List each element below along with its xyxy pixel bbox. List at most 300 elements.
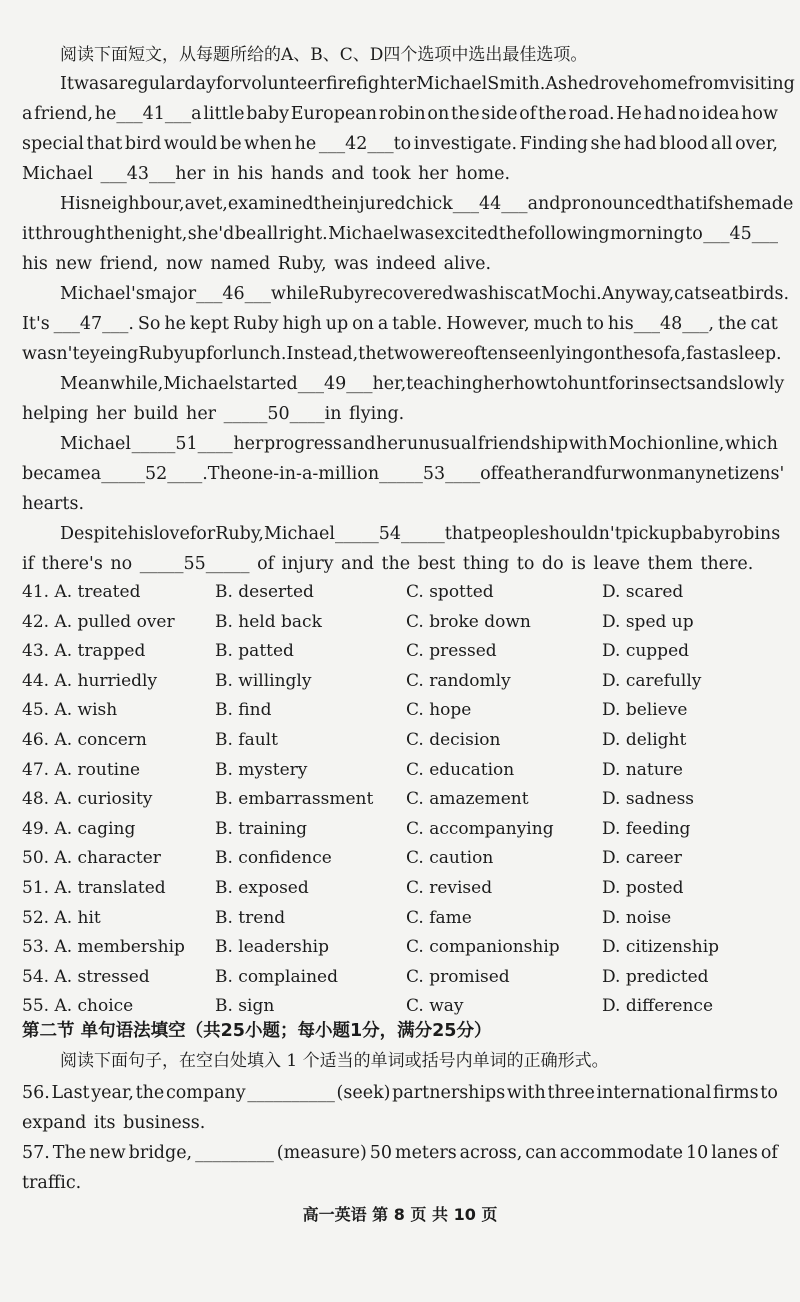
- passage-line: Michael ___43___her in his hands and took her home.: [22, 164, 511, 184]
- word: that: [86, 134, 123, 154]
- word: were: [419, 344, 464, 364]
- word: was: [453, 284, 488, 304]
- word: won: [620, 464, 658, 484]
- passage-line: [60, 433, 778, 455]
- word: be: [234, 224, 257, 244]
- word: Ruby,: [215, 524, 264, 544]
- word: Finding: [519, 134, 588, 154]
- word: all: [256, 224, 279, 244]
- word: fur: [594, 464, 621, 484]
- word: international: [596, 1083, 712, 1103]
- option-row: [22, 876, 778, 900]
- word: his___48___,: [607, 314, 715, 334]
- word: across,: [459, 1143, 523, 1163]
- passage-line: helping her build her _____50____in flying.: [22, 404, 405, 424]
- word: would: [163, 134, 218, 154]
- word: However,: [446, 314, 530, 334]
- word: was: [399, 224, 434, 244]
- option-row: [22, 994, 778, 1018]
- word: the: [538, 104, 567, 124]
- word: for: [206, 344, 232, 364]
- word: excited: [434, 224, 499, 244]
- passage-line: [60, 523, 781, 545]
- option-row: [22, 846, 778, 870]
- word: high: [282, 314, 322, 334]
- option-d: D. delight: [602, 730, 687, 750]
- word: became: [22, 464, 91, 484]
- word: started: [234, 374, 298, 394]
- word: be: [220, 134, 242, 154]
- passage-line: [22, 463, 785, 485]
- question-56-line-2: expand its business.: [22, 1113, 206, 1133]
- option-c: C. way: [406, 996, 464, 1017]
- word: netizens': [705, 464, 785, 484]
- option-b: B. fault: [215, 730, 278, 750]
- option-row: [22, 728, 778, 752]
- word: with: [568, 434, 608, 454]
- option-row: [22, 965, 778, 989]
- word: one-in-a-million: [241, 464, 380, 484]
- word: much: [533, 314, 583, 334]
- word: _____51____: [131, 434, 233, 454]
- word: following: [527, 224, 610, 244]
- word: lunch.: [231, 344, 287, 364]
- word: through: [35, 224, 106, 244]
- word: and: [527, 194, 561, 214]
- word: morning: [610, 224, 685, 244]
- word: ___44___: [452, 194, 528, 214]
- word: his: [127, 524, 154, 544]
- word: Michael: [416, 74, 488, 94]
- word: It's: [22, 314, 50, 334]
- option-row: [22, 817, 778, 841]
- word: baby: [246, 104, 290, 124]
- word: for: [608, 374, 634, 394]
- word: how: [513, 374, 550, 394]
- word: right.: [278, 224, 328, 244]
- word: investigate.: [413, 134, 518, 154]
- word: bird: [124, 134, 162, 154]
- word: ___47___.: [53, 314, 134, 334]
- word: made: [744, 194, 794, 214]
- word: he: [294, 134, 317, 154]
- word: seen: [509, 344, 551, 364]
- word: baby: [681, 524, 725, 544]
- word: Meanwhile,: [60, 374, 164, 394]
- word: a: [184, 194, 195, 214]
- word: pick: [621, 524, 659, 544]
- word: cat: [750, 314, 778, 334]
- word: robin: [378, 104, 426, 124]
- word: firms: [713, 1083, 759, 1103]
- word: of: [519, 104, 537, 124]
- option-d: D. feeding: [602, 818, 691, 839]
- word: bridge,: [128, 1143, 193, 1163]
- option-row: [22, 758, 778, 782]
- option-b: B. held back: [215, 611, 322, 632]
- word: night,: [135, 224, 188, 244]
- word: Despite: [60, 524, 128, 544]
- word: his: [487, 284, 514, 304]
- word: examined: [227, 194, 314, 214]
- option-c: C. hope: [406, 700, 472, 721]
- passage-line: [60, 193, 794, 215]
- option-d: D. nature: [602, 759, 683, 780]
- passage-line: [60, 283, 790, 305]
- word: many: [657, 464, 706, 484]
- passage-line: his new friend, now named Ruby, was indeed alive.: [22, 254, 492, 274]
- word: all: [710, 134, 733, 154]
- section-2-title: 第二节 单句语法填空（共25小题；每小题1分，满分25分）: [22, 1021, 492, 1041]
- passage-line: [22, 223, 778, 245]
- word: a: [22, 104, 33, 124]
- word: _____54_____: [334, 524, 445, 544]
- word: The: [52, 1143, 87, 1163]
- word: day: [184, 74, 216, 94]
- option-d: D. scared: [602, 582, 684, 602]
- word: to: [685, 224, 703, 244]
- option-c: C. broke down: [406, 611, 531, 632]
- word: the: [106, 224, 136, 244]
- word: robins: [724, 524, 781, 544]
- option-a: 53. A. membership: [22, 937, 185, 958]
- word: eyeing: [79, 344, 139, 364]
- option-d: D. citizenship: [602, 937, 720, 958]
- option-a: 46. A. concern: [22, 730, 147, 750]
- option-c: C. pressed: [406, 641, 497, 662]
- word: and: [342, 434, 376, 454]
- word: Anyway,: [601, 284, 675, 304]
- option-row: [22, 639, 778, 663]
- word: Mochi.: [541, 284, 602, 304]
- option-row: [22, 580, 778, 604]
- word: the: [358, 344, 387, 364]
- word: ___42___to: [318, 134, 412, 154]
- option-a: 52. A. hit: [22, 907, 101, 928]
- word: idea: [701, 104, 740, 124]
- option-c: C. companionship: [406, 937, 560, 958]
- word: blood: [659, 134, 709, 154]
- option-c: C. decision: [406, 730, 501, 750]
- word: was: [73, 74, 109, 94]
- word: lying: [550, 344, 594, 364]
- word: progress: [264, 434, 343, 454]
- word: eat: [710, 284, 739, 304]
- word: __________: [247, 1083, 335, 1103]
- word: _________: [195, 1143, 274, 1163]
- word: It: [60, 74, 74, 94]
- word: Smith.: [487, 74, 546, 94]
- word: ___49___her,: [297, 374, 407, 394]
- passage-line: [22, 343, 782, 365]
- word: pronounced: [560, 194, 667, 214]
- word: He: [616, 104, 642, 124]
- option-b: B. patted: [215, 641, 294, 662]
- question-57-line-1: [22, 1142, 778, 1164]
- word: he: [164, 314, 186, 334]
- option-a: 54. A. stressed: [22, 966, 150, 987]
- word: that: [444, 524, 481, 544]
- option-c: C. education: [406, 759, 515, 780]
- word: it: [22, 224, 35, 244]
- option-a: 49. A. caging: [22, 818, 136, 839]
- option-a: 44. A. hurriedly: [22, 670, 158, 691]
- word: So: [137, 314, 161, 334]
- word: a: [108, 74, 119, 94]
- word: with: [506, 1083, 546, 1103]
- passage-line: [22, 133, 778, 155]
- word: unusual: [406, 434, 478, 454]
- option-row: [22, 906, 778, 930]
- word: neighbour,: [89, 194, 185, 214]
- word: major: [144, 284, 197, 304]
- word: the: [615, 344, 645, 364]
- word: that: [666, 194, 703, 214]
- passage-line: hearts.: [22, 494, 85, 514]
- word: new: [89, 1143, 126, 1163]
- passage-line: [60, 373, 785, 395]
- reading-instructions: 阅读下面短文，从每题所给的A、B、C、D四个选项中选出最佳选项。: [60, 45, 588, 65]
- option-a: 47. A. routine: [22, 759, 141, 780]
- word: the: [498, 224, 528, 244]
- option-d: D. predicted: [602, 966, 709, 987]
- word: he___41___a: [94, 104, 202, 124]
- word: visiting: [729, 74, 795, 94]
- option-c: C. accompanying: [406, 818, 554, 839]
- word: had: [643, 104, 677, 124]
- word: Mochi: [608, 434, 664, 454]
- passage-line: [22, 103, 778, 125]
- option-row: [22, 698, 778, 722]
- word: drove: [588, 74, 639, 94]
- option-a: 50. A. character: [22, 848, 161, 869]
- option-b: B. deserted: [215, 582, 314, 602]
- option-b: B. mystery: [215, 759, 308, 780]
- word: the: [450, 104, 480, 124]
- word: Michael: [163, 374, 235, 394]
- word: she: [714, 194, 745, 214]
- word: _____53____of: [379, 464, 498, 484]
- word: for: [189, 524, 216, 544]
- word: over,: [735, 134, 778, 154]
- option-d: D. career: [602, 848, 682, 869]
- option-c: C. promised: [406, 966, 510, 987]
- word: which: [724, 434, 778, 454]
- word: cats: [674, 284, 711, 304]
- word: 50: [369, 1143, 393, 1163]
- word: kept: [189, 314, 230, 334]
- word: for: [215, 74, 242, 94]
- option-a: 42. A. pulled over: [22, 611, 175, 632]
- word: sofa,: [644, 344, 687, 364]
- option-d: D. difference: [602, 996, 714, 1017]
- option-c: C. fame: [406, 907, 472, 928]
- word: partnerships: [392, 1083, 506, 1103]
- word: The: [207, 464, 242, 484]
- word: accommodate: [559, 1143, 684, 1163]
- word: Michael: [328, 224, 400, 244]
- word: and: [695, 374, 729, 394]
- word: he: [566, 74, 589, 94]
- option-d: D. sadness: [602, 789, 695, 810]
- word: her: [376, 434, 407, 454]
- word: Ruby: [138, 344, 184, 364]
- word: chick: [405, 194, 453, 214]
- word: friendship: [477, 434, 569, 454]
- word: how: [741, 104, 778, 124]
- word: and: [561, 464, 595, 484]
- passage-line: if there's no _____55_____ of injury and the best thing to do is leave them there.: [22, 554, 754, 574]
- word: to: [586, 314, 604, 334]
- word: little: [203, 104, 245, 124]
- option-a: 43. A. trapped: [22, 641, 146, 662]
- option-row: [22, 610, 778, 634]
- word: Ruby: [318, 284, 365, 304]
- option-b: B. willingly: [215, 670, 312, 691]
- option-d: D. carefully: [602, 670, 702, 691]
- option-c: C. amazement: [406, 789, 529, 810]
- word: Michael: [60, 434, 131, 454]
- word: online,: [664, 434, 725, 454]
- word: teaching: [406, 374, 484, 394]
- page-footer: 高一英语 第 8 页 共 10 页: [302, 1205, 498, 1224]
- word: had: [623, 134, 657, 154]
- word: to: [549, 374, 568, 394]
- word: a: [377, 314, 389, 334]
- word: table.: [392, 314, 443, 334]
- word: on: [352, 314, 374, 334]
- option-row: [22, 669, 778, 693]
- option-d: D. posted: [602, 878, 684, 898]
- section-2-instructions: 阅读下面句子，在空白处填入 1 个适当的单词或括号内单词的正确形式。: [60, 1051, 609, 1071]
- word: three: [547, 1083, 595, 1103]
- option-c: C. caution: [406, 848, 494, 869]
- word: she'd: [187, 224, 235, 244]
- word: As: [545, 74, 567, 94]
- word: of: [760, 1143, 778, 1163]
- option-b: B. embarrassment: [215, 789, 374, 810]
- word: home: [638, 74, 688, 94]
- word: up: [183, 344, 207, 364]
- option-b: B. sign: [215, 996, 275, 1017]
- word: Michael: [263, 524, 335, 544]
- word: asleep.: [719, 344, 782, 364]
- word: Instead,: [286, 344, 359, 364]
- option-d: D. noise: [602, 907, 672, 928]
- word: feather: [497, 464, 562, 484]
- word: cat: [513, 284, 542, 304]
- word: His: [60, 194, 90, 214]
- option-b: B. training: [215, 818, 308, 839]
- word: the: [313, 194, 343, 214]
- word: people: [480, 524, 540, 544]
- option-b: B. complained: [215, 966, 338, 987]
- word: recovered: [364, 284, 454, 304]
- option-b: B. leadership: [215, 937, 329, 958]
- word: insects: [633, 374, 696, 394]
- word: European: [290, 104, 377, 124]
- word: two: [386, 344, 420, 364]
- word: on: [427, 104, 450, 124]
- option-a: 45. A. wish: [22, 700, 118, 721]
- option-d: D. sped up: [602, 611, 694, 632]
- word: up: [325, 314, 349, 334]
- question-57-line-2: traffic.: [22, 1173, 82, 1193]
- word: injured: [342, 194, 406, 214]
- option-a: 48. A. curiosity: [22, 789, 153, 810]
- word: hunt: [567, 374, 609, 394]
- option-a: 41. A. treated: [22, 582, 141, 602]
- word: firefighter: [325, 74, 417, 94]
- option-d: D. believe: [602, 700, 688, 721]
- option-b: B. confidence: [215, 848, 332, 869]
- option-c: C. spotted: [406, 582, 494, 602]
- word: wasn't: [22, 344, 80, 364]
- option-a: 51. A. translated: [22, 878, 166, 898]
- option-b: B. exposed: [215, 878, 309, 898]
- word: Last: [51, 1083, 90, 1103]
- word: birds.: [738, 284, 790, 304]
- word: road.: [568, 104, 615, 124]
- word: a: [90, 464, 102, 484]
- word: love: [153, 524, 190, 544]
- question-56-line-1: [22, 1082, 778, 1104]
- word: Ruby: [233, 314, 279, 334]
- word: slowly: [728, 374, 785, 394]
- word: when: [244, 134, 293, 154]
- passage-line: [22, 313, 778, 335]
- word: vet,: [195, 194, 228, 214]
- option-b: B. find: [215, 700, 272, 721]
- word: no: [678, 104, 701, 124]
- word: 10: [686, 1143, 709, 1163]
- word: her: [233, 434, 264, 454]
- option-b: B. trend: [215, 907, 286, 928]
- word: Michael's: [60, 284, 145, 304]
- word: can: [525, 1143, 557, 1163]
- word: (measure): [276, 1143, 367, 1163]
- word: her: [483, 374, 514, 394]
- passage-line: [60, 73, 795, 95]
- word: lanes: [711, 1143, 758, 1163]
- word: if: [702, 194, 715, 214]
- option-d: D. cupped: [602, 641, 690, 662]
- option-c: C. randomly: [406, 670, 511, 691]
- word: she: [590, 134, 622, 154]
- word: the: [135, 1083, 165, 1103]
- word: _____52____.: [101, 464, 208, 484]
- word: shouldn't: [539, 524, 622, 544]
- option-row: [22, 935, 778, 959]
- word: often: [463, 344, 510, 364]
- word: 56.: [22, 1083, 50, 1103]
- word: company: [165, 1083, 246, 1103]
- word: up: [659, 524, 682, 544]
- word: special: [22, 134, 84, 154]
- word: volunteer: [241, 74, 326, 94]
- word: meters: [394, 1143, 457, 1163]
- option-a: 55. A. choice: [22, 996, 134, 1017]
- word: fast: [686, 344, 720, 364]
- word: ___45___: [703, 224, 778, 244]
- option-row: [22, 787, 778, 811]
- word: side: [481, 104, 518, 124]
- word: ___46___while: [196, 284, 319, 304]
- word: from: [687, 74, 730, 94]
- word: (seek): [336, 1083, 391, 1103]
- word: friend,: [34, 104, 94, 124]
- word: 57.: [22, 1143, 50, 1163]
